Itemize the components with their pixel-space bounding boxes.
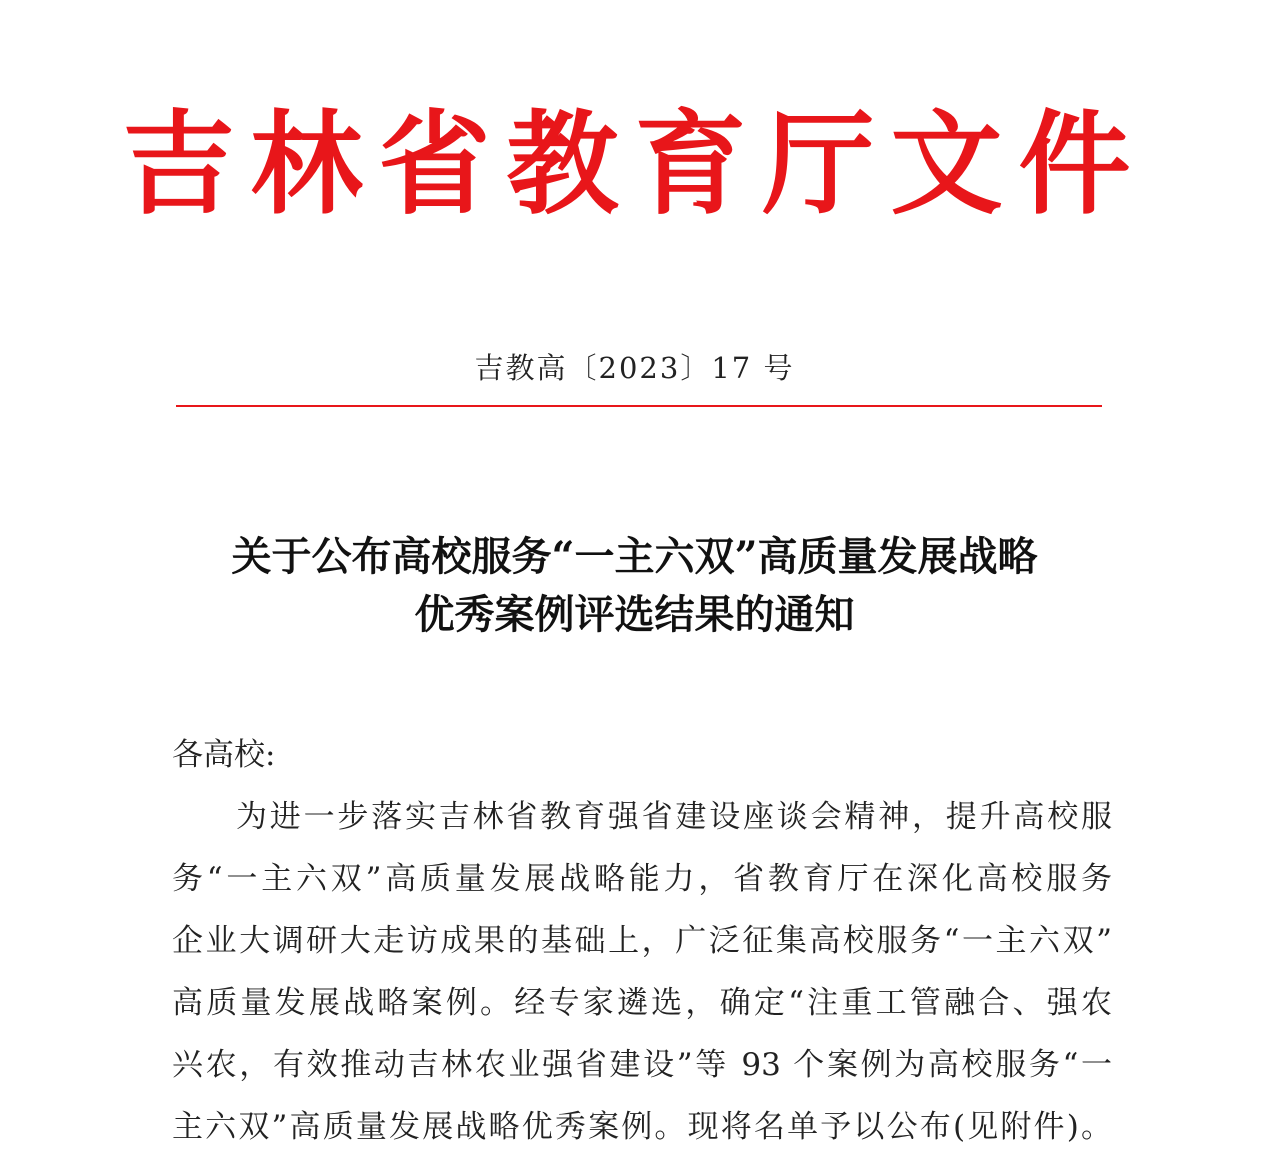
body-line: 为进一步落实吉林省教育强省建设座谈会精神，提升高校服 <box>236 799 1112 835</box>
notice-body <box>172 796 1112 1168</box>
body-line: 高质量发展战略案例。经专家遴选，确定“注重工管融合、强农 <box>172 985 1112 1021</box>
body-line: 务“一主六双”高质量发展战略能力，省教育厅在深化高校服务 <box>172 861 1112 897</box>
document-number: 吉教高〔2023〕17 号 <box>474 351 795 385</box>
body-line: 企业大调研大走访成果的基础上，广泛征集高校服务“一主六双” <box>172 923 1112 959</box>
red-divider-line <box>176 405 1102 407</box>
salutation: 各高校: <box>172 737 276 773</box>
body-line: 兴农，有效推动吉林农业强省建设”等 93 个案例为高校服务“一 <box>172 1047 1112 1083</box>
notice-title <box>150 528 1119 644</box>
body-line: 主六双”高质量发展战略优秀案例。现将名单予以公布(见附件)。 <box>172 1109 1112 1145</box>
notice-title-line-1: 关于公布高校服务“一主六双”高质量发展战略 <box>231 533 1038 580</box>
notice-title-line-2: 优秀案例评选结果的通知 <box>414 591 855 638</box>
document-masthead: 吉林省教育厅文件 <box>122 99 1147 230</box>
